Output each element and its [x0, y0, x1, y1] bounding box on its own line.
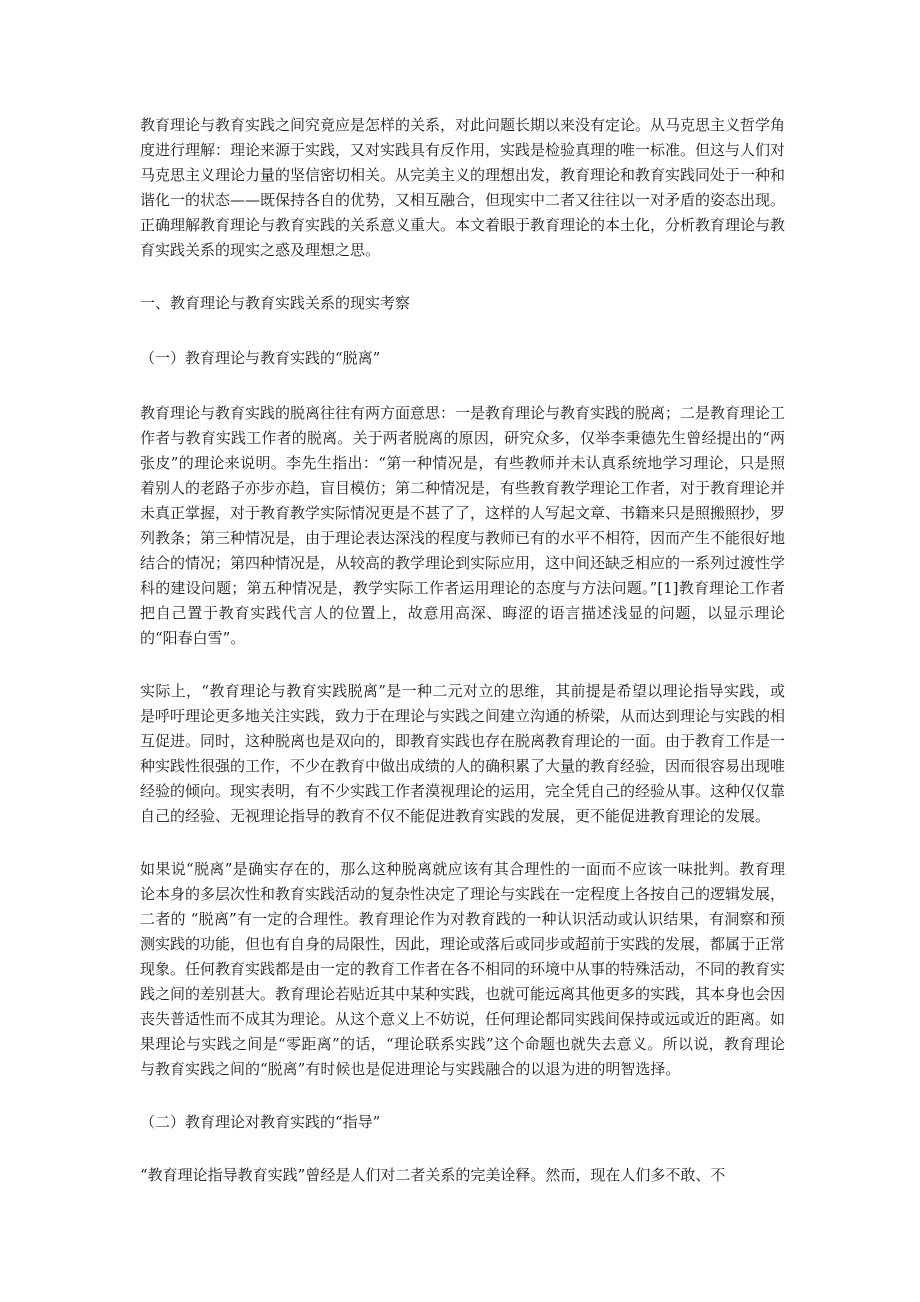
subsection-2-heading: （二）教育理论对教育实践的“指导” — [140, 1113, 381, 1131]
paragraph-guidance: “教育理论指导教育实践”曾经是人们对二者关系的完美诠释。然而，现在人们多不敢、不 — [140, 1166, 726, 1184]
paragraph-dualism: 实际上，“教育理论与教育实践脱离”是一种二元对立的思维，其前提是希望以理论指导实践，或是呼吁理论更多地关注实践，致力于在理论与实践之间建立沟通的桥梁，从而达到理论与实践的相互促进。同时，这种脱离也是双向的，即教育实践也存在脱离教育理论的一面。由于教育工作是一种实践性很强的工作，不少在教育中做出成绩的人的确积累了大量的教育经验，因而很容易出现唯经验的倾向。现实表明，有不少实践工作者漠视理论的运用，完全凭自己的经验从事。这种仅仅靠自己的经验、无视理论指导的教育不仅不能促进教育实践的发展，更不能促进教育理论的发展。 — [140, 682, 786, 825]
paragraph-rationality: 如果说“脱离”是确实存在的，那么这种脱离就应该有其合理性的一面而不应该一味批判。教育理论本身的多层次性和教育实践活动的复杂性决定了理论与实践在一定程度上各按自己的逻辑发展，二者的 “脱离”有一定的合理性。教育理论作为对教育践的一种认识活动或认识结果，有洞察和预测实践的功能，但也有自身的局限性，因此，理论或落后或同步或超前于实践的发展，都属于正常现象。任何教育实践都是由一定的教育工作者在各不相同的环境中从事的特殊活动，不同的教育实践之间的差别甚大。教育理论若贴近其中某种实践，也就可能远离其他更多的实践，其本身也会因丧失普适性而不成其为理论。从这个意义上不妨说，任何理论都同实践间保持或远或近的距离。如果理论与实践之间是“零距离”的话，“理论联系实践”这个命题也就失去意义。所以说，教育理论与教育实践之间的“脱离”有时候也是促进理论与实践融合的以退为进的明智选择。 — [140, 860, 786, 1078]
intro-paragraph: 教育理论与教育实践之间究竟应是怎样的关系，对此问题长期以来没有定论。从马克思主义哲学角度进行理解：理论来源于实践，又对实践具有反作用，实践是检验真理的唯一标准。但这与人们对马克思主义理论力量的坚信密切相关。从完美主义的理想出发，教育理论和教育实践同处于一种和谐化一的状态——既保持各自的优势，又相互融合，但现实中二者又往往以一对矛盾的姿态出现。正确理解教育理论与教育实践的关系意义重大。本文着眼于教育理论的本土化，分析教育理论与教育实践关系的现实之惑及理想之思。 — [140, 116, 786, 259]
section-1-heading: 一、教育理论与教育实践关系的现实考察 — [140, 294, 411, 312]
paragraph-detachment-causes: 教育理论与教育实践的脱离往往有两方面意思：一是教育理论与教育实践的脱离；二是教育理论工作者与教育实践工作者的脱离。关于两者脱离的原因，研究众多，仅举李秉德先生曾经提出的“两张皮”的理论来说明。李先生指出：“第一种情况是，有些教师并未认真系统地学习理论，只是照着别人的老路子亦步亦趋，盲目模仿；第二种情况是，有些教育教学理论工作者，对于教育理论并未真正掌握，对于教育教学实际情况更是不甚了了，这样的人写起文章、书籍来只是照搬照抄，罗列教条；第三种情况是，由于理论表达深浅的程度与教师已有的水平不相符，因而产生不能很好地结合的情况；第四种情况是，从较高的教学理论到实际应用，这中间还缺乏相应的一系列过渡性学科的建设问题；第五种情况是，教学实际工作者运用理论的态度与方法问题。”[1]教育理论工作者把自己置于教育实践代言人的位置上，故意用高深、晦涩的语言描述浅显的问题，以显示理论的“阳春白雪”。 — [140, 404, 786, 647]
subsection-1-heading: （一）教育理论与教育实践的“脱离” — [140, 349, 381, 367]
document-page — [140, 113, 785, 1188]
